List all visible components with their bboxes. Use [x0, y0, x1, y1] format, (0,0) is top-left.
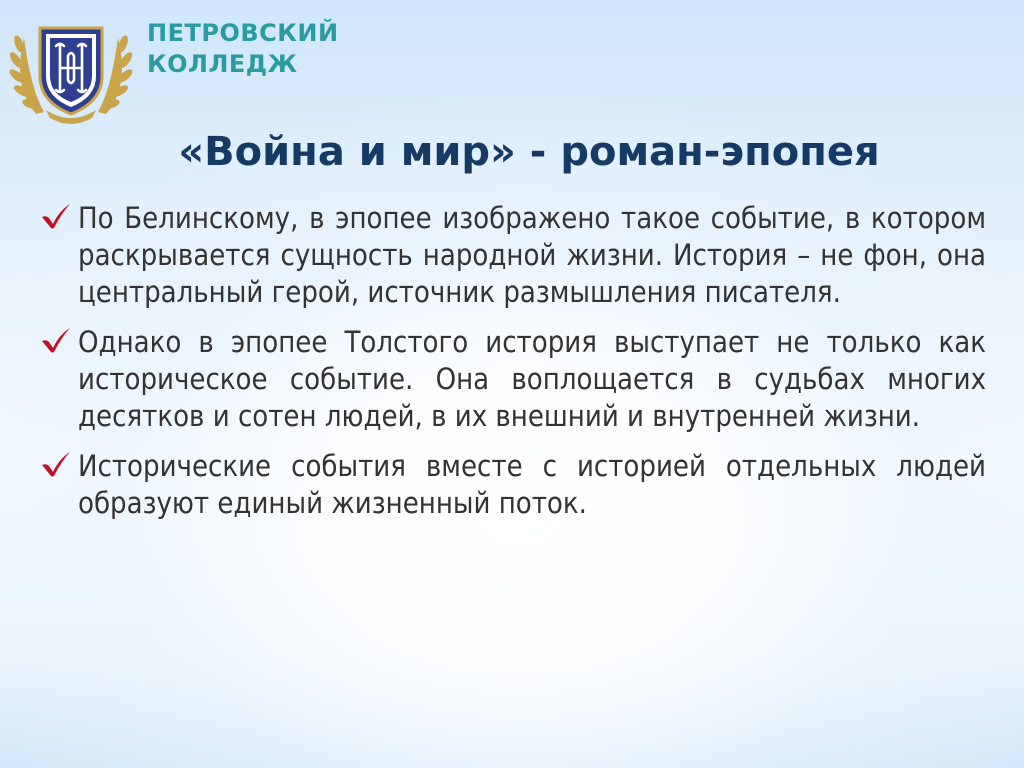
- bullet-text: Исторические события вместе с историей отдельных людей образуют единый жизненный поток.: [78, 449, 986, 520]
- bullet-item: [40, 324, 986, 435]
- college-shield-emblem-icon: [6, 14, 136, 126]
- bullet-item: [40, 448, 986, 522]
- bullet-text: По Белинскому, в эпопее изображено такое событие, в котором раскрывается сущность народной жизни. История – не фон, она центральный герой, источник размышления писателя.: [78, 201, 986, 309]
- bullet-list: [40, 200, 986, 535]
- college-name-line2: КОЛЛЕДЖ: [147, 50, 298, 78]
- checkmark-icon: [40, 326, 72, 354]
- slide-title: «Война и мир» - роман-эпопея: [178, 129, 880, 175]
- college-name-line1: ПЕТРОВСКИЙ: [147, 19, 339, 47]
- bullet-text: Однако в эпопее Толстого история выступает не только как историческое событие. Она воплощается в судьбах многих десятков и сотен людей, в их внешний и внутренней жизни.: [78, 325, 986, 433]
- college-logo-text: [147, 18, 339, 80]
- checkmark-icon: [40, 450, 72, 478]
- bullet-item: [40, 200, 986, 311]
- checkmark-icon: [40, 202, 72, 230]
